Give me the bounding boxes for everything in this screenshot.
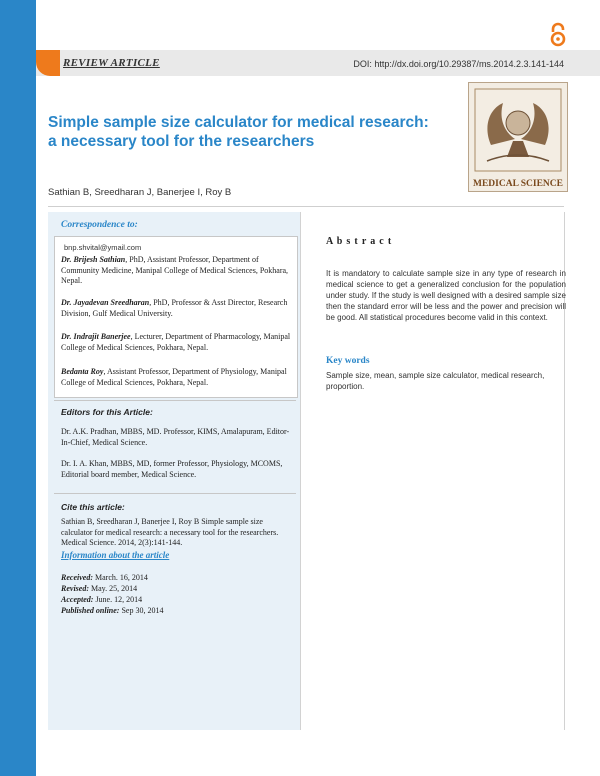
- correspondent-3: Dr. Indrajit Banerjee, Lecturer, Department of Pharmacology, Manipal College of Medical Sciences, Pokhara, Nepal.: [61, 332, 291, 352]
- doi-link[interactable]: DOI: http://dx.doi.org/10.29387/ms.2014.2.3.141-144: [353, 59, 564, 69]
- title-line-1: Simple sample size calculator for medical research:: [48, 114, 429, 131]
- author-list: Sathian B, Sreedharan J, Banerjee I, Roy B: [48, 187, 232, 198]
- keywords-text: Sample size, mean, sample size calculator, medical research, proportion.: [326, 371, 545, 391]
- correspondent-3-name: Dr. Indrajit Banerjee: [61, 332, 131, 341]
- correspondent-4-name: Bedanta Roy: [61, 367, 104, 376]
- left-color-bar: [0, 0, 36, 776]
- date-received: Received: March. 16, 2014: [61, 573, 148, 582]
- divider: [54, 400, 296, 401]
- divider: [54, 493, 296, 494]
- correspondent-1: Dr. Brijesh Sathian, PhD, Assistant Professor, Department of Community Medicine, Manipal College of Medical Sciences, Pokhara, Nepal.: [61, 255, 289, 285]
- article-type-label: REVIEW ARTICLE: [63, 57, 160, 69]
- abstract-heading: A b s t r a c t: [326, 236, 392, 247]
- editors-heading: Editors for this Article:: [61, 407, 153, 417]
- correspondent-1-name: Dr. Brijesh Sathian: [61, 255, 126, 264]
- article-title: [48, 113, 468, 151]
- article-dates: [61, 572, 163, 616]
- correspondent-4: Bedanta Roy, Assistant Professor, Department of Physiology, Manipal College of Medical Sciences, Pokhara, Nepal.: [61, 367, 287, 387]
- title-line-2: a necessary tool for the researchers: [48, 133, 315, 150]
- divider: [48, 206, 564, 207]
- correspondence-heading: Correspondence to:: [61, 220, 138, 230]
- date-accepted: Accepted: June. 12, 2014: [61, 595, 143, 604]
- journal-logo: [468, 82, 568, 192]
- correspondent-2: Dr. Jayadevan Sreedharan, PhD, Professor & Asst Director, Research Division, Gulf Medical University.: [61, 298, 288, 318]
- keywords-heading: Key words: [326, 356, 370, 366]
- info-heading: Information about the article: [61, 550, 170, 560]
- logo-emblem-icon: [469, 83, 567, 175]
- correspondent-2-name: Dr. Jayadevan Sreedharan: [61, 298, 150, 307]
- editor-1: Dr. A.K. Pradhan, MBBS, MD. Professor, KIMS, Amalapuram, Editor-In-Chief, Medical Science.: [61, 427, 290, 447]
- cite-text: Sathian B, Sreedharan J, Banerjee I, Roy B Simple sample size calculator for medical research: a necessary tool for the researchers. Medical Science. 2014, 2(3):141-144.: [61, 517, 279, 547]
- open-access-icon: [549, 22, 567, 48]
- correspondence-email[interactable]: bnp.shvital@ymail.com: [64, 243, 142, 252]
- header-orange-tab: [36, 50, 60, 76]
- abstract-text: It is mandatory to calculate sample size in any type of research in medical science to get a generalized conclusion for the population under study. If the study is well designed with a desired sample size then the standard error will be less and the power and precision will be good. All statistical procedures become valid in this context.: [326, 269, 566, 322]
- cite-heading: Cite this article:: [61, 502, 125, 512]
- editor-2: Dr. I. A. Khan, MBBS, MD, former Professor, Physiology, MCOMS, Editorial board member, Medical Science.: [61, 459, 283, 479]
- date-revised: Revised: May. 25, 2014: [61, 584, 138, 593]
- column-divider: [300, 212, 301, 730]
- date-published: Published online: Sep 30, 2014: [61, 606, 164, 615]
- logo-caption: MEDICAL SCIENCE: [472, 179, 563, 189]
